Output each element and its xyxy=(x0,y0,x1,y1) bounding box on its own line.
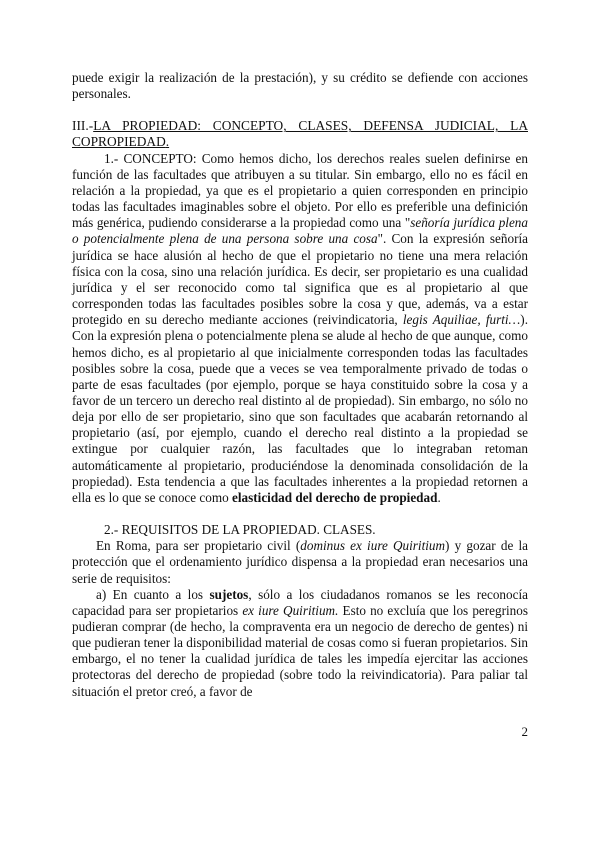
definition-italic: señoría jurídica plena o potencialmente plena de una persona sobre una cosa xyxy=(72,215,528,247)
page-number: 2 xyxy=(521,724,528,739)
concepto-text-3: ). Con la expresión plena o potencialmente plena se alude al hecho de que aunque, como hemos dicho, es al propietario al que inicialmente corresponden todas las facultades posibles sobre la cosa, puede que a veces se vea temporalmente privado de todas o parte de esas facultades (por ejemplo, porque se haya constituido sobre la cosa y a favor de un tercero un derecho real distinto al de propiedad). Sin embargo, no sólo no deja por ello de ser propietario, sino que son facultades que acabarán retornando al propietario (así, por ejemplo, cuando el derecho real distinto a la propiedad se extingue por cualquier razón, las facultades que lo integraban retoman automáticamente al propietario, produciéndose la denominada consolidación de la propiedad). Esta tendencia a que las facultades inherentes a la propiedad retornen a ella es lo que se conoce como xyxy=(72,312,528,505)
spacer xyxy=(72,506,528,522)
concepto-paragraph xyxy=(72,151,528,506)
req2-text-3: Esto no excluía que los peregrinos pudieran comprar (de hecho, la compraventa era un negocio de derecho de gentes) ni que pudieran tener la disponibilidad material de cosas como si fueran propietarios. Sin embargo, el no tener la cualidad jurídica de tales les impedía ejercitar las acciones protectoras del derecho de propiedad (sobre todo la reivindicatoria). Para paliar tal situación el pretor creó, a favor de xyxy=(72,602,528,699)
heading-prefix: III.- xyxy=(72,118,94,134)
ex-iure-italic: ex iure Quiritium. xyxy=(242,602,339,618)
req2-text-1: a) En cuanto a los xyxy=(96,586,210,602)
requisitos-heading-text: 2.- REQUISITOS DE LA PROPIEDAD. CLASES. xyxy=(104,522,376,538)
sujetos-bold: sujetos xyxy=(209,586,249,602)
concepto-text-1: 1.- CONCEPTO: Como hemos dicho, los derechos reales suelen definirse en función de las facultades que atribuyen a su titular. Sin embargo, ello no es fácil en relación a la propiedad, ya que es el propietario a quien corresponden en principio todas las facultades imaginables sobre el objeto. Por ello es preferible una definición más genérica, pudiendo considerarse a la propiedad como una " xyxy=(72,150,528,231)
requisitos-paragraph-2 xyxy=(72,587,528,700)
spacer xyxy=(72,102,528,118)
intro-paragraph xyxy=(72,70,528,102)
req2-text-2: , sólo a los ciudadanos romanos se les reconocía capacidad para ser propietarios xyxy=(72,586,528,618)
requisitos-paragraph-1 xyxy=(72,538,528,586)
req-text-2: ) y gozar de la protección que el ordenamiento jurídico dispensa a la propiedad eran necesarios una serie de requisitos: xyxy=(72,538,528,586)
intro-text: puede exigir la realización de la prestación), y su crédito se defiende con acciones personales. xyxy=(72,70,528,102)
req-text-1: En Roma, para ser propietario civil ( xyxy=(96,538,301,554)
dominus-italic: dominus ex iure Quiritium xyxy=(300,538,446,554)
concepto-text-2: ". Con la expresión señoría jurídica se hace alusión al hecho de que el propietario no tiene una mera relación física con la cosa, sino una relación jurídica. Es decir, ser propietario es una cualidad jurídica y el ser reconocido como tal significa que es al propietario al que corresponden todas las facultades posibles sobre la cosa y que, además, va a estar protegido en su derecho mediante acciones (reivindicatoria, xyxy=(72,231,528,328)
body-text xyxy=(72,70,528,700)
concepto-text-end: . xyxy=(437,489,441,505)
heading-title: LA PROPIEDAD: CONCEPTO, CLASES, DEFENSA JUDICIAL, LA COPROPIEDAD xyxy=(72,118,528,150)
actions-italic: legis Aquiliae, furti… xyxy=(402,312,521,328)
requisitos-heading xyxy=(72,522,528,538)
section-heading xyxy=(72,118,528,150)
elasticidad-bold: elasticidad del derecho de propiedad xyxy=(232,489,438,505)
heading-end: . xyxy=(165,134,170,150)
